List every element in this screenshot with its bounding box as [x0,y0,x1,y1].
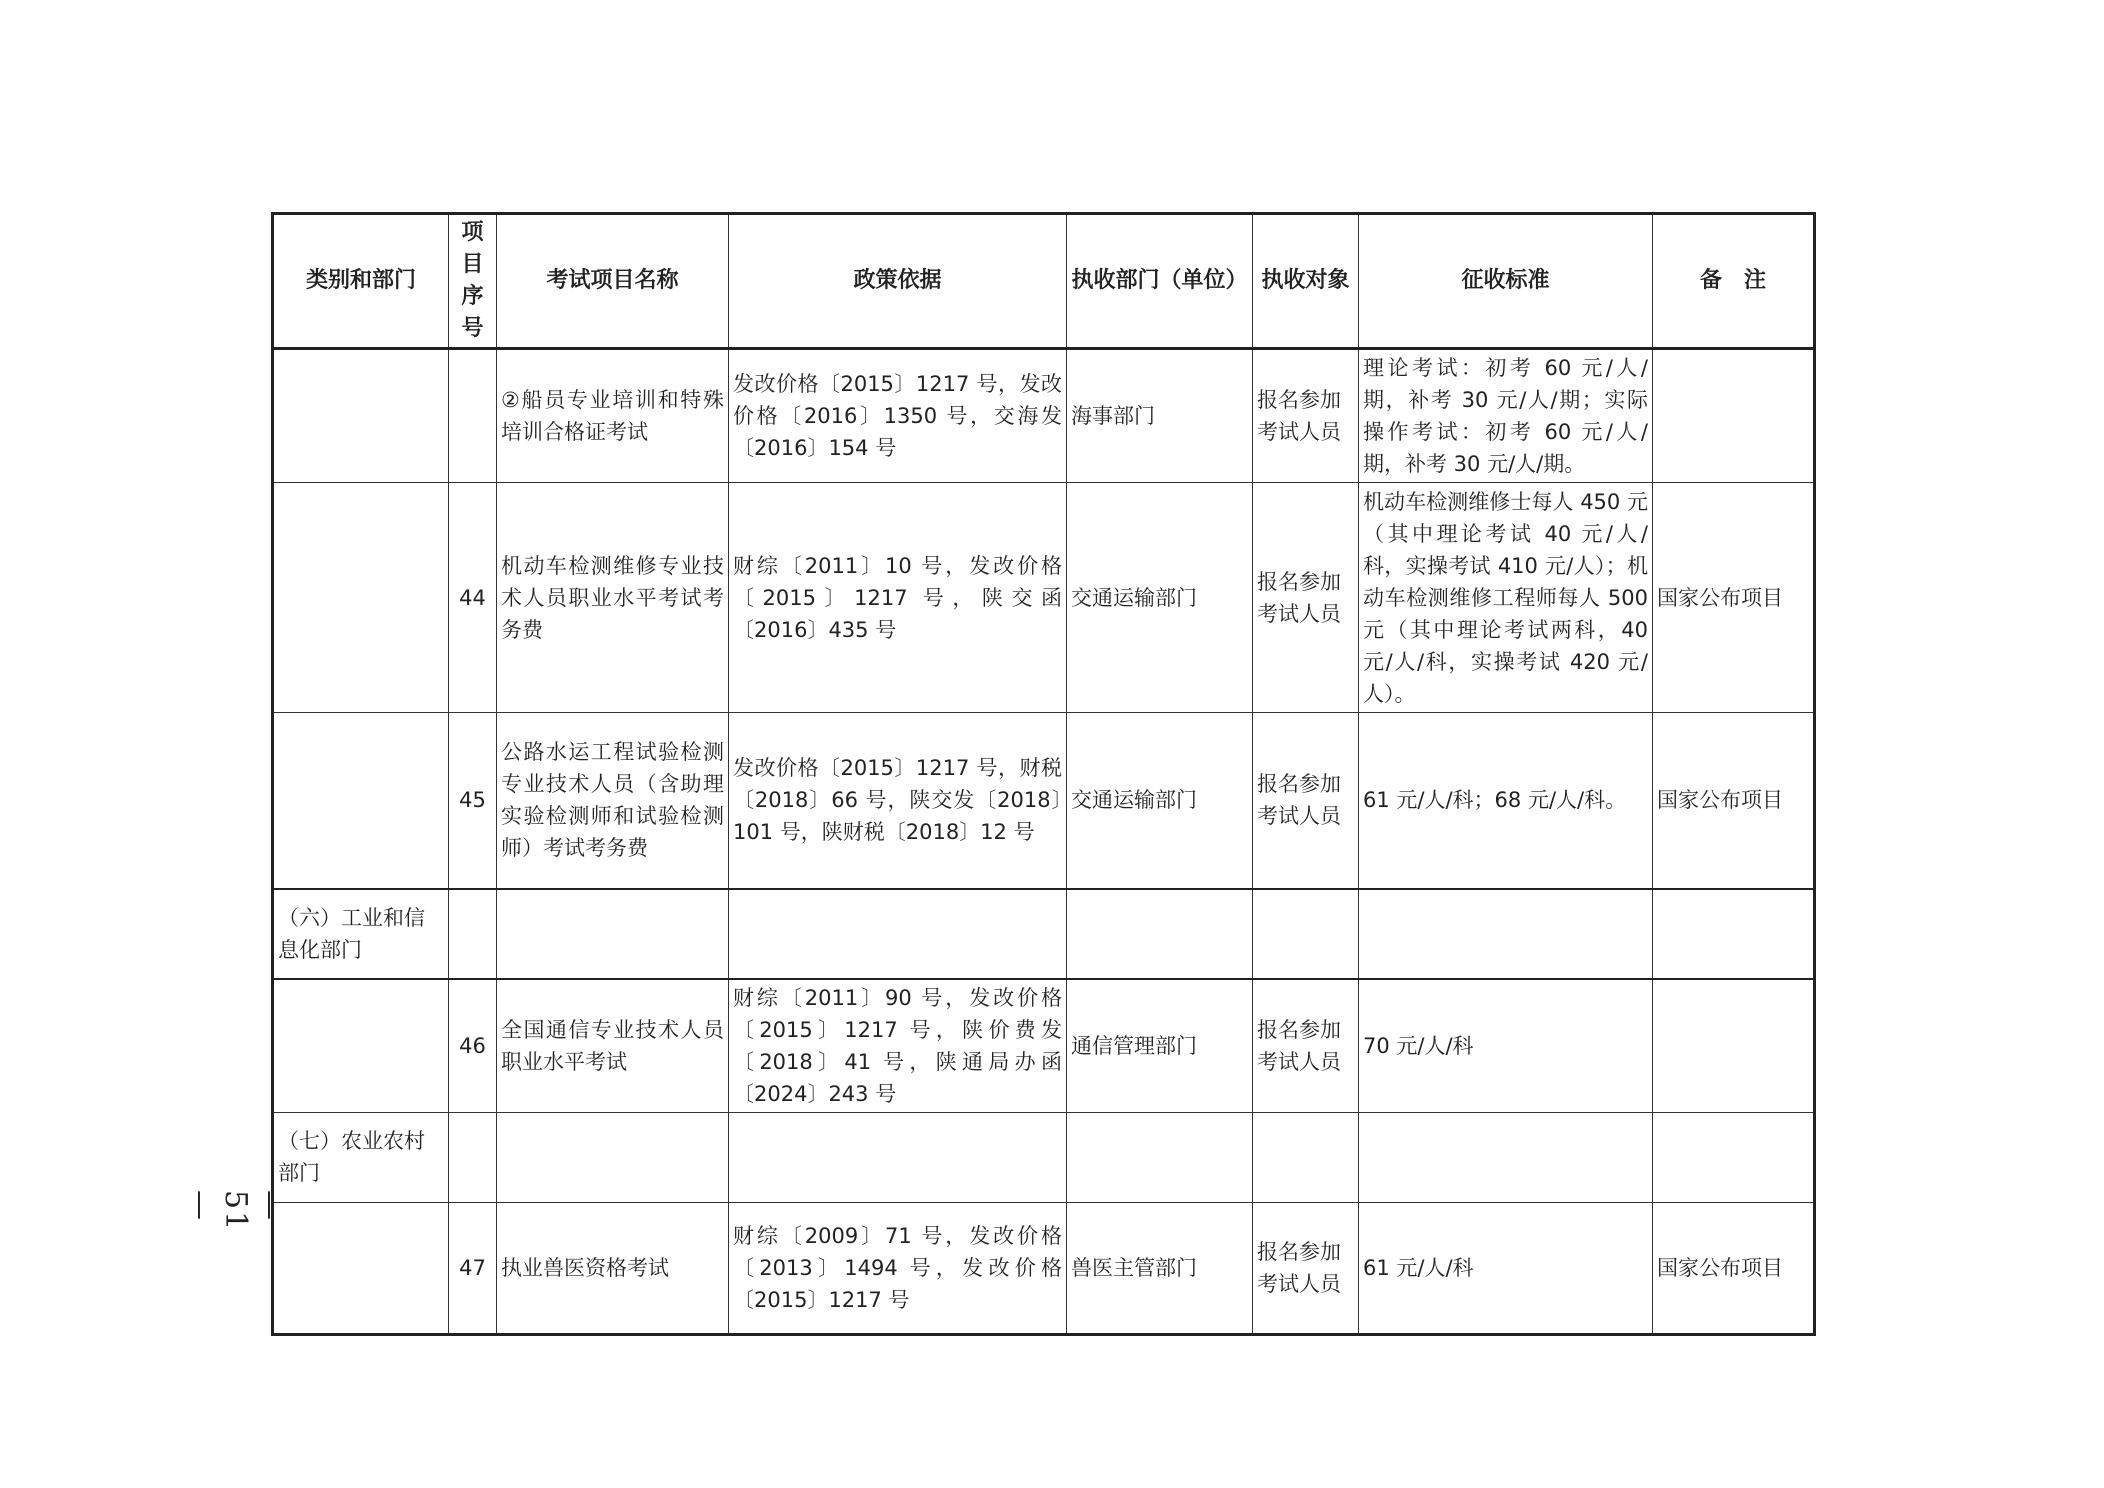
exam-name-cell: 公路水运工程试验检测专业技术人员（含助理实验检测师和试验检测师）考试考务费 [497,713,729,889]
seq-cell: 46 [449,979,497,1113]
table-row [273,979,1815,1113]
page-number: —51— [183,1190,289,1233]
dept-cell: 兽医主管部门 [1067,1202,1253,1334]
target-cell: 报名参加考试人员 [1253,713,1359,889]
dept-cell [1067,889,1253,979]
standard-cell: 61 元/人/科 [1359,1202,1653,1334]
note-cell: 国家公布项目 [1653,713,1815,889]
header-note: 备 注 [1653,214,1815,349]
category-cell [273,713,449,889]
note-cell: 国家公布项目 [1653,1202,1815,1334]
category-row [273,889,1815,979]
dept-cell: 交通运输部门 [1067,713,1253,889]
standard-cell: 理论考试：初考 60 元/人/期，补考 30 元/人/期；实际操作考试：初考 60 元/人/期，补考 30 元/人/期。 [1359,349,1653,483]
note-cell: 国家公布项目 [1653,483,1815,713]
policy-cell [729,1112,1067,1202]
header-row [273,214,1815,349]
policy-cell: 发改价格〔2015〕1217 号，财税〔2018〕66 号，陕交发〔2018〕101 号，陕财税〔2018〕12 号 [729,713,1067,889]
header-exam-name: 考试项目名称 [497,214,729,349]
target-cell [1253,889,1359,979]
note-cell [1653,979,1815,1113]
target-cell: 报名参加考试人员 [1253,979,1359,1113]
standard-cell: 61 元/人/科；68 元/人/科。 [1359,713,1653,889]
fee-table [271,212,1816,1336]
target-cell: 报名参加考试人员 [1253,483,1359,713]
table-row [273,713,1815,889]
note-cell [1653,349,1815,483]
policy-cell: 财综〔2009〕71 号，发改价格〔2013〕1494 号，发改价格〔2015〕1217 号 [729,1202,1067,1334]
note-cell [1653,1112,1815,1202]
dept-cell: 交通运输部门 [1067,483,1253,713]
target-cell: 报名参加考试人员 [1253,1202,1359,1334]
table-row [273,1202,1815,1334]
exam-name-cell [497,889,729,979]
header-policy: 政策依据 [729,214,1067,349]
seq-cell: 47 [449,1202,497,1334]
standard-cell [1359,1112,1653,1202]
exam-name-cell [497,1112,729,1202]
exam-name-cell: 执业兽医资格考试 [497,1202,729,1334]
exam-name-cell: 全国通信专业技术人员职业水平考试 [497,979,729,1113]
target-cell [1253,1112,1359,1202]
seq-cell [449,889,497,979]
header-seq: 项目序号 [449,214,497,349]
header-category: 类别和部门 [273,214,449,349]
policy-cell [729,889,1067,979]
note-cell [1653,889,1815,979]
seq-cell: 45 [449,713,497,889]
category-cell [273,979,449,1113]
category-cell [273,1202,449,1334]
seq-cell [449,349,497,483]
target-cell: 报名参加考试人员 [1253,349,1359,483]
standard-cell: 机动车检测维修士每人 450 元（其中理论考试 40 元/人/科，实操考试 410 元/人）；机动车检测维修工程师每人 500 元（其中理论考试两科，40 元/人/科，实操考试 420 元/人）。 [1359,483,1653,713]
category-cell [273,349,449,483]
dept-cell: 通信管理部门 [1067,979,1253,1113]
exam-name-cell: 机动车检测维修专业技术人员职业水平考试考务费 [497,483,729,713]
category-row [273,1112,1815,1202]
header-standard: 征收标准 [1359,214,1653,349]
category-cell [273,483,449,713]
standard-cell [1359,889,1653,979]
policy-cell: 财综〔2011〕90 号，发改价格〔2015〕1217 号，陕价费发〔2018〕41 号，陕通局办函〔2024〕243 号 [729,979,1067,1113]
standard-cell: 70 元/人/科 [1359,979,1653,1113]
seq-cell: 44 [449,483,497,713]
header-dept: 执收部门（单位） [1067,214,1253,349]
header-target: 执收对象 [1253,214,1359,349]
seq-cell [449,1112,497,1202]
dept-cell: 海事部门 [1067,349,1253,483]
policy-cell: 发改价格〔2015〕1217 号，发改价格〔2016〕1350 号，交海发〔2016〕154 号 [729,349,1067,483]
dept-cell [1067,1112,1253,1202]
category-cell: （六）工业和信息化部门 [273,889,449,979]
exam-name-cell: ②船员专业培训和特殊培训合格证考试 [497,349,729,483]
table-row [273,349,1815,483]
table-row [273,483,1815,713]
policy-cell: 财综〔2011〕10 号，发改价格〔2015〕1217 号，陕交函〔2016〕435 号 [729,483,1067,713]
category-cell: （七）农业农村部门 [273,1112,449,1202]
